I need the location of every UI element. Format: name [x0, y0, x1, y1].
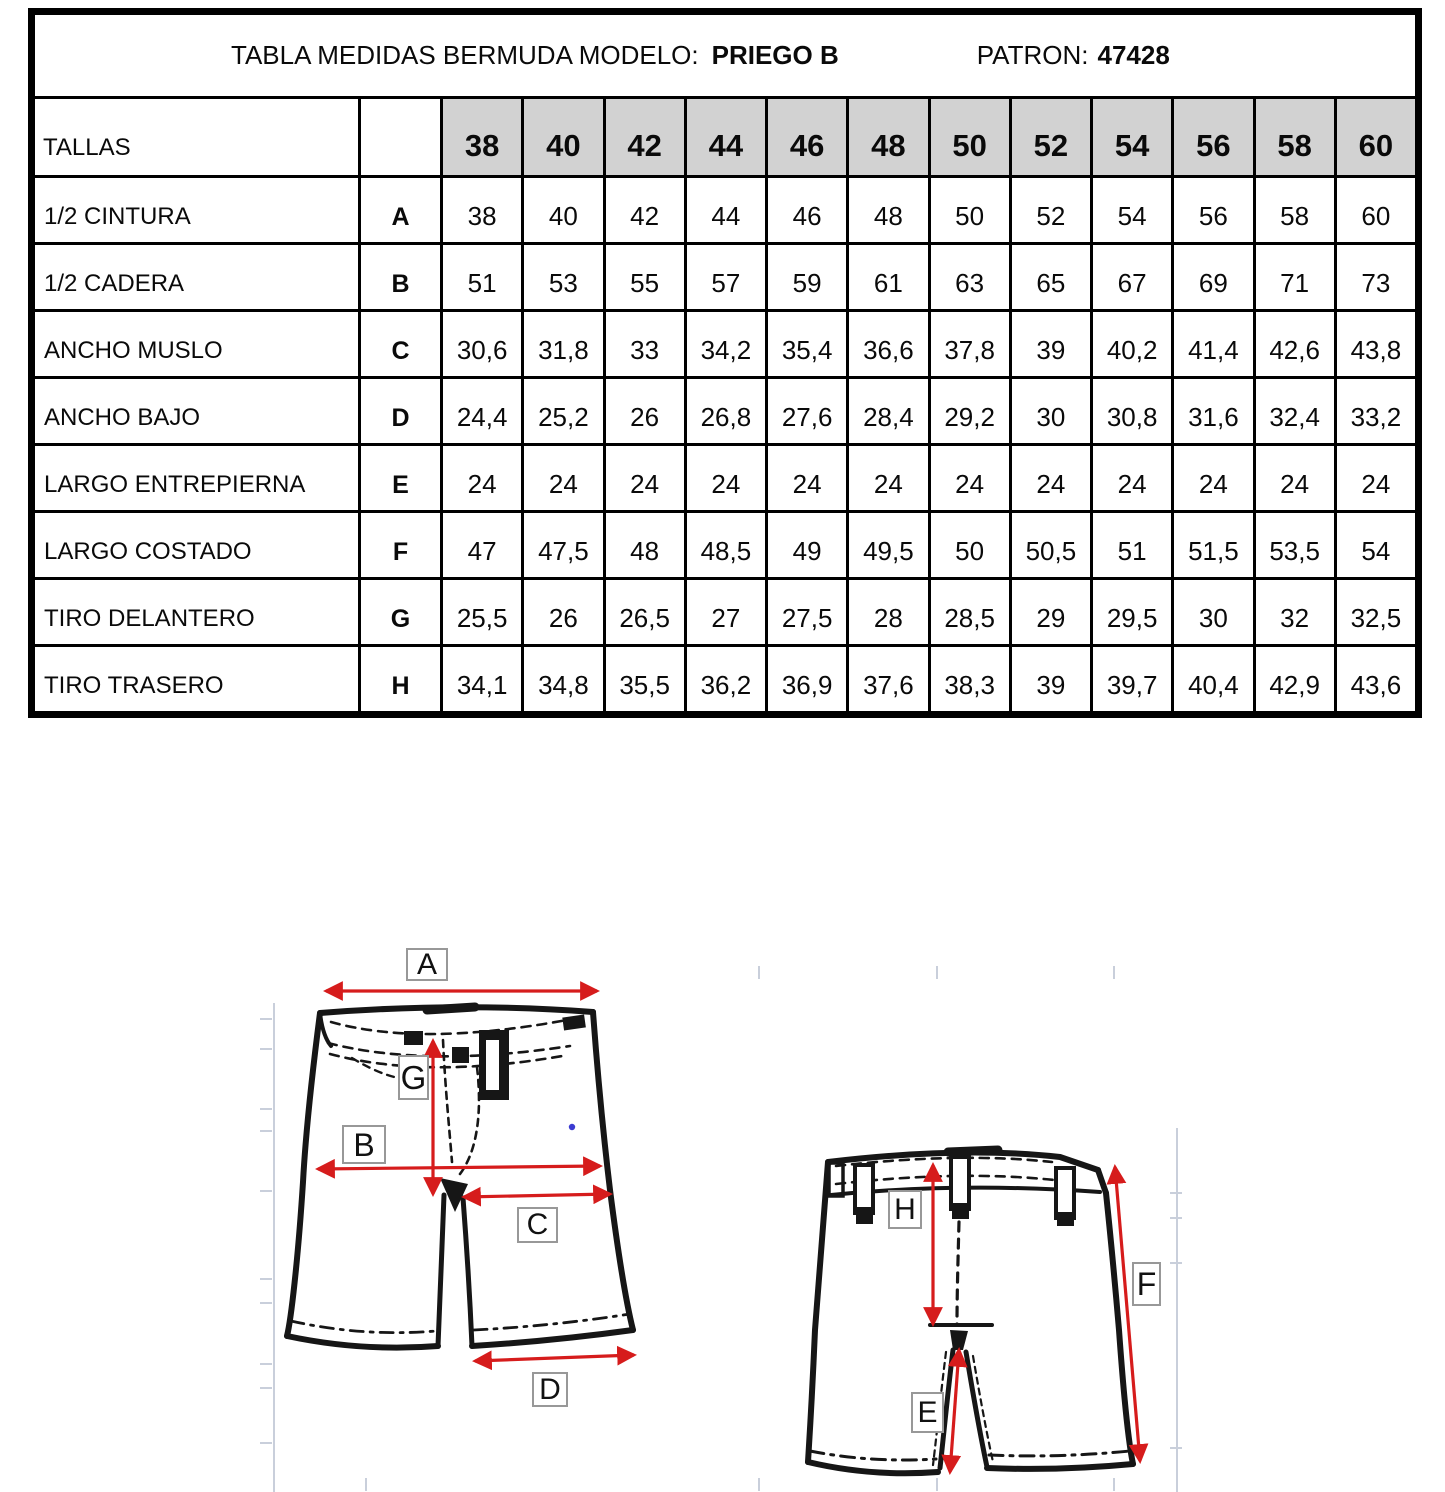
row-letter: A [358, 178, 440, 242]
size-header-cell: 42 [603, 99, 684, 175]
measure-value: 47 [440, 513, 521, 577]
measure-value: 25,2 [521, 379, 602, 443]
row-letter: H [358, 647, 440, 711]
table-title-row [35, 15, 1415, 99]
scan-gridline [260, 1130, 272, 1132]
measure-value: 41,4 [1171, 312, 1252, 376]
measure-value: 37,6 [846, 647, 927, 711]
measure-row [35, 647, 1415, 711]
front-fly-stitch-2 [460, 1067, 479, 1174]
measure-value: 36,9 [765, 647, 846, 711]
front-belt-loop [404, 1031, 423, 1045]
model-name: PRIEGO B [711, 40, 839, 70]
row-label: LARGO ENTREPIERNA [44, 471, 306, 498]
front-button [452, 1047, 469, 1063]
front-band-stitch-2 [328, 1043, 570, 1056]
measure-value: 24 [684, 446, 765, 510]
measure-value: 47,5 [521, 513, 602, 577]
measure-row [35, 446, 1415, 513]
label-box-G: G [398, 1055, 429, 1100]
measure-value: 38 [440, 178, 521, 242]
measure-value: 69 [1171, 245, 1252, 309]
label-box-H: H [888, 1190, 922, 1229]
measure-value: 63 [928, 245, 1009, 309]
measure-value: 40,2 [1090, 312, 1171, 376]
measure-value: 34,2 [684, 312, 765, 376]
row-label: TIRO DELANTERO [44, 605, 255, 632]
measure-value: 27,6 [765, 379, 846, 443]
back-left-hem-stitch [810, 1451, 936, 1460]
scan-gridline [260, 1302, 272, 1304]
measure-value: 35,5 [603, 647, 684, 711]
measure-row [35, 178, 1415, 245]
measure-value: 29,2 [928, 379, 1009, 443]
measure-value: 24 [440, 446, 521, 510]
measure-value: 56 [1171, 178, 1252, 242]
measure-value: 30,6 [440, 312, 521, 376]
size-header-cell: 60 [1334, 99, 1415, 175]
row-label: ANCHO MUSLO [44, 337, 223, 364]
measure-value: 38,3 [928, 647, 1009, 711]
measure-value: 44 [684, 178, 765, 242]
back-right-hem [987, 1464, 1133, 1469]
scan-gridline [260, 1442, 272, 1444]
measure-value: 55 [603, 245, 684, 309]
measure-value: 24,4 [440, 379, 521, 443]
letter-header-empty [358, 99, 440, 175]
measure-value: 48 [603, 513, 684, 577]
measure-value: 31,8 [521, 312, 602, 376]
measure-value: 51 [440, 245, 521, 309]
measure-value: 60 [1334, 178, 1415, 242]
row-letter: G [358, 580, 440, 644]
measure-value: 24 [1171, 446, 1252, 510]
size-header-cell: 52 [1009, 99, 1090, 175]
front-waist-bump [427, 1007, 475, 1010]
size-header-cell: 44 [684, 99, 765, 175]
measure-value: 26,8 [684, 379, 765, 443]
size-header-cell: 54 [1090, 99, 1171, 175]
measure-value: 24 [846, 446, 927, 510]
measure-value: 30 [1171, 580, 1252, 644]
dimension-arrow-D [475, 1355, 634, 1361]
measure-value: 50 [928, 513, 1009, 577]
front-view-diagram [260, 930, 720, 1470]
measure-value: 32 [1253, 580, 1334, 644]
measurement-rows [35, 178, 1415, 711]
measure-value: 57 [684, 245, 765, 309]
back-right-inner-seam [966, 1352, 987, 1467]
front-right-hem [472, 1330, 633, 1346]
measure-value: 67 [1090, 245, 1171, 309]
measure-value: 24 [603, 446, 684, 510]
front-right-inner-seam [463, 1198, 472, 1346]
measure-value: 31,6 [1171, 379, 1252, 443]
label-box-E: E [911, 1392, 944, 1433]
front-fly-stitch-1 [443, 1040, 452, 1162]
row-letter: E [358, 446, 440, 510]
size-header-cell: 46 [765, 99, 846, 175]
back-view-diagram [790, 1120, 1200, 1492]
measure-value: 35,4 [765, 312, 846, 376]
back-center-seam [957, 1222, 959, 1324]
measure-value: 42,6 [1253, 312, 1334, 376]
sizes-header-row [35, 99, 1415, 178]
measure-row [35, 312, 1415, 379]
measure-row [35, 513, 1415, 580]
front-left-seam [287, 1013, 320, 1336]
measure-value: 30 [1009, 379, 1090, 443]
measure-value: 29,5 [1090, 580, 1171, 644]
measure-value: 26,5 [603, 580, 684, 644]
measure-value: 25,5 [440, 580, 521, 644]
measure-value: 48,5 [684, 513, 765, 577]
measure-value: 50,5 [1009, 513, 1090, 577]
measure-value: 27 [684, 580, 765, 644]
front-right-hem-stitch [474, 1314, 630, 1330]
back-left-seam [808, 1162, 828, 1462]
measure-value: 27,5 [765, 580, 846, 644]
scan-gridline [1170, 1447, 1182, 1449]
measure-value: 34,8 [521, 647, 602, 711]
scan-gridline [260, 1278, 272, 1280]
scan-gridline [1113, 1478, 1115, 1491]
measure-value: 43,8 [1334, 312, 1415, 376]
blue-dot [569, 1124, 575, 1130]
measure-row [35, 379, 1415, 446]
row-label: LARGO COSTADO [44, 538, 252, 565]
scan-gridline [273, 1003, 275, 1492]
measure-value: 26 [603, 379, 684, 443]
back-left-hem [808, 1462, 938, 1473]
measure-value: 24 [1009, 446, 1090, 510]
measure-value: 33,2 [1334, 379, 1415, 443]
patron-value: 47428 [1097, 40, 1170, 70]
dimension-arrow-B [318, 1166, 600, 1169]
back-right-hem-stitch [989, 1451, 1130, 1456]
size-header-cell: 50 [928, 99, 1009, 175]
measure-value: 32,5 [1334, 580, 1415, 644]
measure-value: 28 [846, 580, 927, 644]
table-title: TABLA MEDIDAS BERMUDA MODELO: [231, 40, 699, 70]
measure-value: 28,5 [928, 580, 1009, 644]
size-header-cell: 56 [1171, 99, 1252, 175]
measure-value: 36,6 [846, 312, 927, 376]
scan-gridline [758, 1478, 760, 1491]
measure-value: 51 [1090, 513, 1171, 577]
measure-value: 61 [846, 245, 927, 309]
back-crotch-knot [950, 1330, 968, 1350]
scan-gridline [1170, 1262, 1182, 1264]
row-letter: D [358, 379, 440, 443]
measure-value: 65 [1009, 245, 1090, 309]
back-waist-corner [1098, 1170, 1106, 1193]
scan-gridline [1176, 1128, 1178, 1492]
measure-value: 73 [1334, 245, 1415, 309]
size-header-cell: 48 [846, 99, 927, 175]
measure-value: 34,1 [440, 647, 521, 711]
measure-value: 53,5 [1253, 513, 1334, 577]
measure-value: 30,8 [1090, 379, 1171, 443]
measure-value: 59 [765, 245, 846, 309]
patron-label: PATRON: [976, 40, 1089, 70]
label-box-D: D [532, 1372, 568, 1407]
scan-gridline [758, 966, 760, 979]
measurement-table [28, 8, 1422, 718]
measure-value: 36,2 [684, 647, 765, 711]
row-label: ANCHO BAJO [44, 404, 201, 431]
measure-value: 40 [521, 178, 602, 242]
measure-value: 48 [846, 178, 927, 242]
measure-value: 24 [1253, 446, 1334, 510]
tallas-header: TALLAS [43, 134, 131, 161]
scan-gridline [260, 1363, 272, 1365]
measure-value: 24 [1090, 446, 1171, 510]
label-box-C: C [517, 1207, 558, 1243]
scan-gridline [936, 966, 938, 979]
scan-gridline [365, 1478, 367, 1491]
size-header-cell: 58 [1253, 99, 1334, 175]
label-box-A: A [406, 948, 448, 981]
front-left-hem-stitch [291, 1321, 436, 1333]
label-box-F: F [1132, 1262, 1161, 1306]
front-right-seam [593, 1012, 633, 1330]
front-waist-mark [562, 1015, 586, 1031]
row-label: TIRO TRASERO [44, 672, 224, 699]
measure-value: 71 [1253, 245, 1334, 309]
measure-value: 37,8 [928, 312, 1009, 376]
measure-value: 49 [765, 513, 846, 577]
front-band-stitch-1 [331, 1020, 567, 1034]
back-waist-bump [948, 1150, 998, 1152]
row-letter: F [358, 513, 440, 577]
measure-value: 50 [928, 178, 1009, 242]
scan-gridline [1170, 1192, 1182, 1194]
measure-value: 39,7 [1090, 647, 1171, 711]
scan-gridline [260, 1387, 272, 1389]
row-label: 1/2 CINTURA [44, 203, 191, 230]
label-box-B: B [342, 1125, 386, 1164]
scan-gridline [1170, 1217, 1182, 1219]
measure-value: 24 [1334, 446, 1415, 510]
measure-row [35, 245, 1415, 312]
measure-value: 29 [1009, 580, 1090, 644]
measure-value: 46 [765, 178, 846, 242]
size-header-cell: 40 [521, 99, 602, 175]
row-letter: C [358, 312, 440, 376]
measure-value: 54 [1090, 178, 1171, 242]
scan-gridline [260, 1190, 272, 1192]
measure-row [35, 580, 1415, 647]
dimension-arrow-C [464, 1194, 610, 1197]
scan-gridline [1113, 966, 1115, 979]
measure-value: 24 [521, 446, 602, 510]
measure-value: 52 [1009, 178, 1090, 242]
measure-value: 42 [603, 178, 684, 242]
front-left-inner-seam [438, 1195, 444, 1346]
row-label: 1/2 CADERA [44, 270, 185, 297]
measure-value: 49,5 [846, 513, 927, 577]
size-header-cell: 38 [440, 99, 521, 175]
measure-value: 32,4 [1253, 379, 1334, 443]
measure-value: 51,5 [1171, 513, 1252, 577]
measure-value: 42,9 [1253, 647, 1334, 711]
front-left-hem [287, 1336, 438, 1348]
back-band-end [829, 1163, 843, 1196]
measure-value: 24 [765, 446, 846, 510]
measure-value: 24 [928, 446, 1009, 510]
measure-value: 54 [1334, 513, 1415, 577]
measure-value: 26 [521, 580, 602, 644]
measure-value: 53 [521, 245, 602, 309]
scan-gridline [260, 1018, 272, 1020]
scan-gridline [260, 1048, 272, 1050]
measure-value: 39 [1009, 312, 1090, 376]
measure-value: 43,6 [1334, 647, 1415, 711]
measure-value: 28,4 [846, 379, 927, 443]
measure-value: 39 [1009, 647, 1090, 711]
row-letter: B [358, 245, 440, 309]
measure-value: 58 [1253, 178, 1334, 242]
measure-value: 33 [603, 312, 684, 376]
scan-gridline [260, 1108, 272, 1110]
measure-value: 40,4 [1171, 647, 1252, 711]
scan-gridline [936, 1478, 938, 1491]
